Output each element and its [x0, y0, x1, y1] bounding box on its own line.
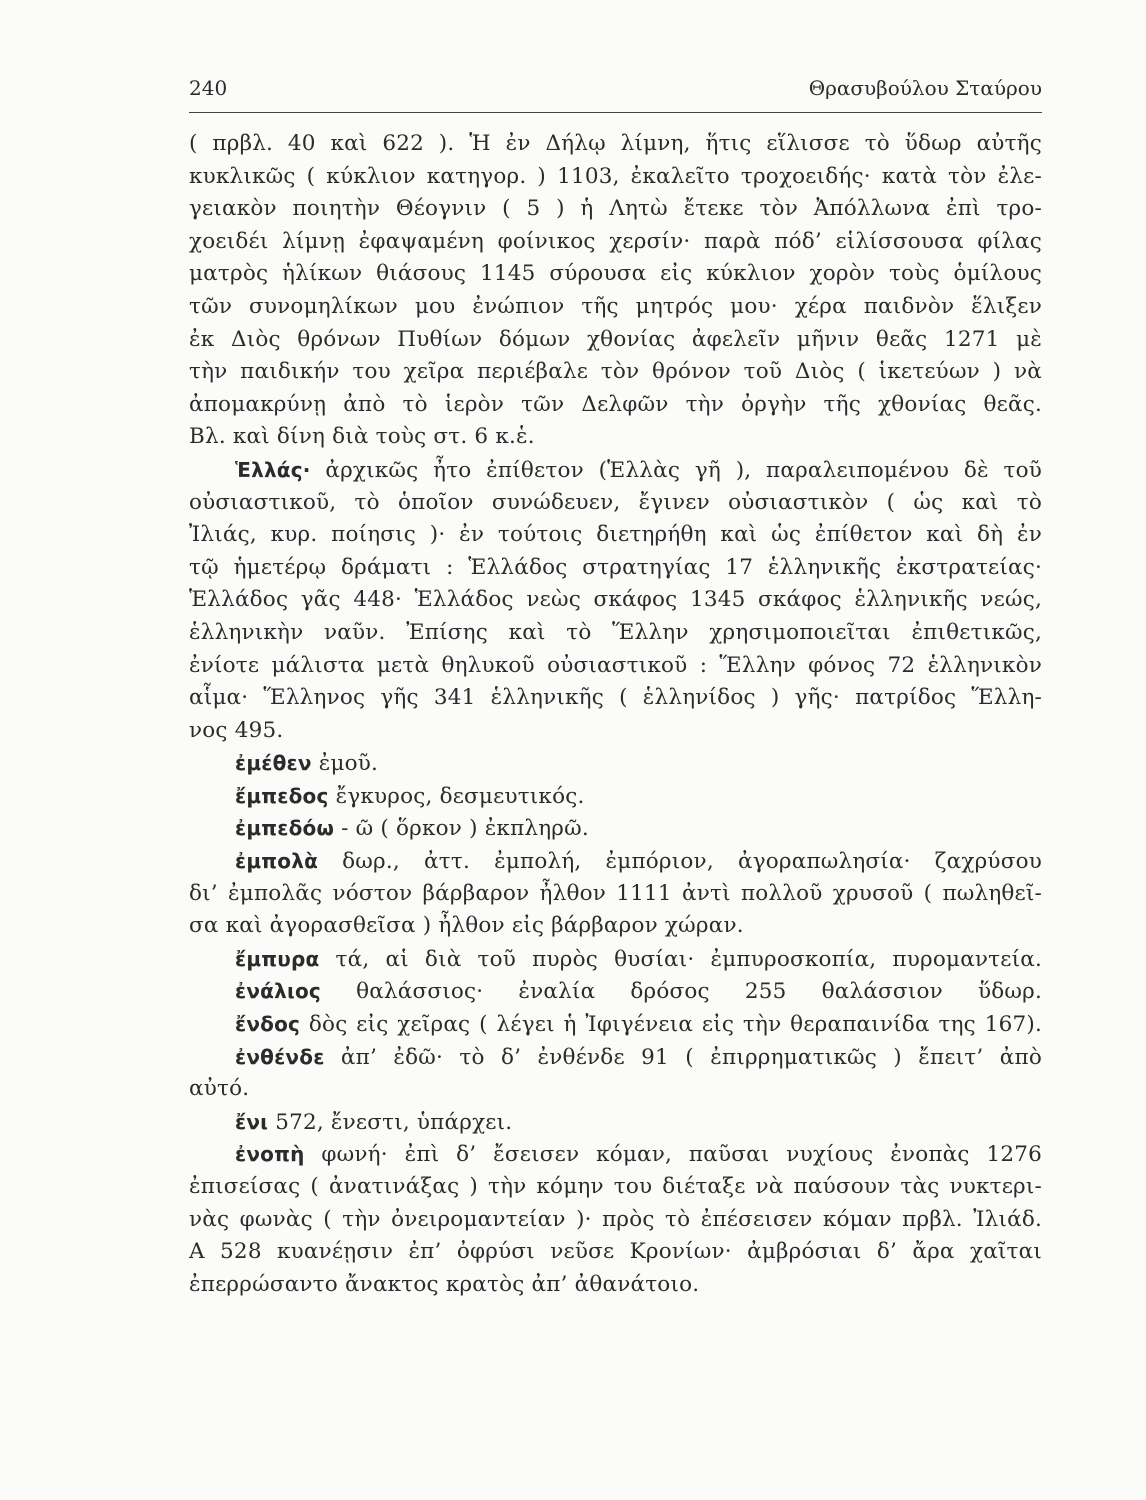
- text-line: τὴν παιδικήν του χεῖρα περιέβαλε τὸν θρόνον τοῦ Διὸς ( ἱκετεύων ) νὰ: [189, 359, 1042, 385]
- entry-text: - ῶ ( ὅρκον ) ἐκπληρῶ.: [334, 816, 589, 842]
- text-line: δι’ ἐμπολᾶς νόστον βάρβαρον ἦλθον 1111 ἀντὶ πολλοῦ χρυσοῦ ( πωληθεῖ-: [189, 880, 1042, 906]
- entry-headword: ἐνάλιος: [235, 979, 321, 1004]
- text-line: ἐκ Διὸς θρόνων Πυθίων δόμων χθονίας ἀφελεῖν μῆνιν θεᾶς 1271 μὲ: [189, 326, 1042, 352]
- text-line: οὐσιαστικοῦ, τὸ ὁποῖον συνώδευεν, ἔγινεν οὐσιαστικὸν ( ὡς καὶ τὸ: [189, 489, 1042, 515]
- entry-text: δὸς εἰς χεῖρας ( λέγει ἡ Ἰφιγένεια εἰς τὴν θεραπαινίδα της 167).: [300, 1012, 1042, 1038]
- entry-headword: ἐνοπὴ: [235, 1142, 305, 1167]
- entry-headword: ἔμπυρα: [235, 946, 320, 971]
- page-header: [189, 76, 1042, 102]
- entry-headword: ἔνι: [235, 1109, 269, 1134]
- entry-text: θαλάσσιος· ἐναλία δρόσος 255 θαλάσσιον ὕδωρ.: [320, 979, 1042, 1005]
- entry-headword: ἐνθένδε: [235, 1044, 325, 1069]
- entry-text: ἔγκυρος, δεσμευτικός.: [328, 783, 585, 809]
- text-line: [189, 943, 1042, 976]
- text-line: ἑλληνικὴν ναῦν. Ἐπίσης καὶ τὸ Ἕλλην χρησιμοποιεῖται ἐπιθετικῶς,: [189, 619, 1042, 645]
- text-line: Ἰλιάς, κυρ. ποίησις )· ἐν τούτοις διετηρήθη καὶ ὡς ἐπίθετον καὶ δὴ ἐν: [189, 522, 1042, 548]
- text-line: κυκλικῶς ( κύκλιον κατηγορ. ) 1103, ἐκαλεῖτο τροχοειδής· κατὰ τὸν ἐλε-: [189, 163, 1042, 189]
- text-line: τῷ ἡμετέρῳ δράματι : Ἑλλάδος στρατηγίας 17 ἑλληνικῆς ἐκστρατείας·: [189, 554, 1042, 580]
- running-title: Θρασυβούλου Σταύρου: [808, 76, 1042, 100]
- text-line: [189, 1041, 1042, 1074]
- text-line: Βλ. καὶ δίνη διὰ τοὺς στ. 6 κ.ἑ.: [189, 424, 535, 450]
- entry-text: δωρ., ἀττ. ἐμπολή, ἐμπόριον, ἀγοραπωλησία· ζαχρύσου: [318, 849, 1042, 875]
- entry-headword: ἔμπεδος: [235, 783, 329, 808]
- page-body: [189, 128, 1042, 1301]
- text-line: αἷμα· Ἕλληνος γῆς 341 ἑλληνικῆς ( ἑλληνίδος ) γῆς· πατρίδος Ἕλλη-: [189, 685, 1042, 711]
- text-line: [189, 780, 1042, 813]
- entry-text: ἐμοῦ.: [311, 751, 379, 777]
- text-line: [189, 812, 1042, 845]
- text-line: σα καὶ ἀγορασθεῖσα ) ἦλθον εἰς βάρβαρον χώραν.: [189, 913, 744, 939]
- entry-headword: Ἑλλάς·: [235, 457, 311, 482]
- text-line: [189, 1106, 1042, 1139]
- text-line: νὰς φωνὰς ( τὴν ὀνειρομαντείαν )· πρὸς τὸ ἐπέσεισεν κόμαν πρβλ. Ἰλιάδ.: [189, 1206, 1042, 1232]
- entry-headword: ἐμπολὰ: [235, 849, 319, 874]
- text-line: τῶν συνομηλίκων μου ἐνώπιον τῆς μητρός μου· χέρα παιδνὸν ἕλιξεν: [189, 293, 1042, 319]
- entry-headword: ἐμέθεν: [235, 751, 312, 776]
- entry-headword: ἐμπεδόω: [235, 816, 335, 841]
- text-line: [189, 747, 1042, 780]
- text-line: αὐτό.: [189, 1076, 250, 1102]
- text-line: Ἑλλάδος γᾶς 448· Ἑλλάδος νεὼς σκάφος 1345 σκάφος ἑλληνικῆς νεώς,: [189, 587, 1042, 613]
- text-line: ἀπομακρύνῃ ἀπὸ τὸ ἱερὸν τῶν Δελφῶν τὴν ὀργὴν τῆς χθονίας θεᾶς.: [189, 391, 1042, 417]
- entry-text: φωνή· ἐπὶ δ’ ἔσεισεν κόμαν, παῦσαι νυχίους ἐνοπὰς 1276: [304, 1142, 1042, 1168]
- text-line: Α 528 κυανέῃσιν ἐπ’ ὀφρύσι νεῦσε Κρονίων· ἀμβρόσιαι δ’ ἄρα χαῖται: [189, 1239, 1042, 1265]
- text-line: χοειδέι λίμνῃ ἐφαψαμένη φοίνικος χερσίν· παρὰ πόδ’ εἱλίσσουσα φίλας: [189, 228, 1042, 254]
- text-line: [189, 975, 1042, 1008]
- text-line: [189, 454, 1042, 487]
- entry-text: ἀρχικῶς ἦτο ἐπίθετον (Ἑλλὰς γῆ ), παραλειπομένου δὲ τοῦ: [310, 457, 1042, 483]
- text-line: [189, 1138, 1042, 1171]
- entry-text: τά, αἱ διὰ τοῦ πυρὸς θυσίαι· ἐμπυροσκοπία, πυρομαντεία.: [319, 946, 1042, 972]
- entry-text: 572, ἔνεστι, ὑπάρχει.: [268, 1109, 513, 1135]
- header-rule: [189, 112, 1042, 113]
- text-line: νος 495.: [189, 717, 284, 743]
- page-number: 240: [189, 76, 228, 100]
- text-line: ματρὸς ἡλίκων θιάσους 1145 σύρουσα εἰς κύκλιον χορὸν τοὺς ὁμίλους: [189, 261, 1042, 287]
- entry-text: ἀπ’ ἐδῶ· τὸ δ’ ἐνθένδε 91 ( ἐπιρρηματικῶς ) ἔπειτ’ ἀπὸ: [324, 1044, 1042, 1070]
- text-line: ἐπισείσας ( ἀνατινάξας ) τὴν κόμην του διέταξε νὰ παύσουν τὰς νυκτερι-: [189, 1174, 1042, 1199]
- text-line: ἐνίοτε μάλιστα μετὰ θηλυκοῦ οὐσιαστικοῦ : Ἕλλην φόνος 72 ἑλληνικὸν: [189, 652, 1042, 678]
- text-line: ἐπερρώσαντο ἄνακτος κρατὸς ἀπ’ ἀθανάτοιο.: [189, 1271, 700, 1297]
- text-line: [189, 845, 1042, 878]
- entry-headword: ἔνδος: [235, 1012, 301, 1037]
- text-line: [189, 1008, 1042, 1041]
- text-line: γειακὸν ποιητὴν Θέογνιν ( 5 ) ἡ Λητὼ ἔτεκε τὸν Ἀπόλλωνα ἐπὶ τρο-: [189, 196, 1042, 222]
- text-line: ( πρβλ. 40 καὶ 622 ). Ἡ ἐν Δήλῳ λίμνη, ἥτις εἵλισσε τὸ ὕδωρ αὐτῆς: [189, 131, 1042, 156]
